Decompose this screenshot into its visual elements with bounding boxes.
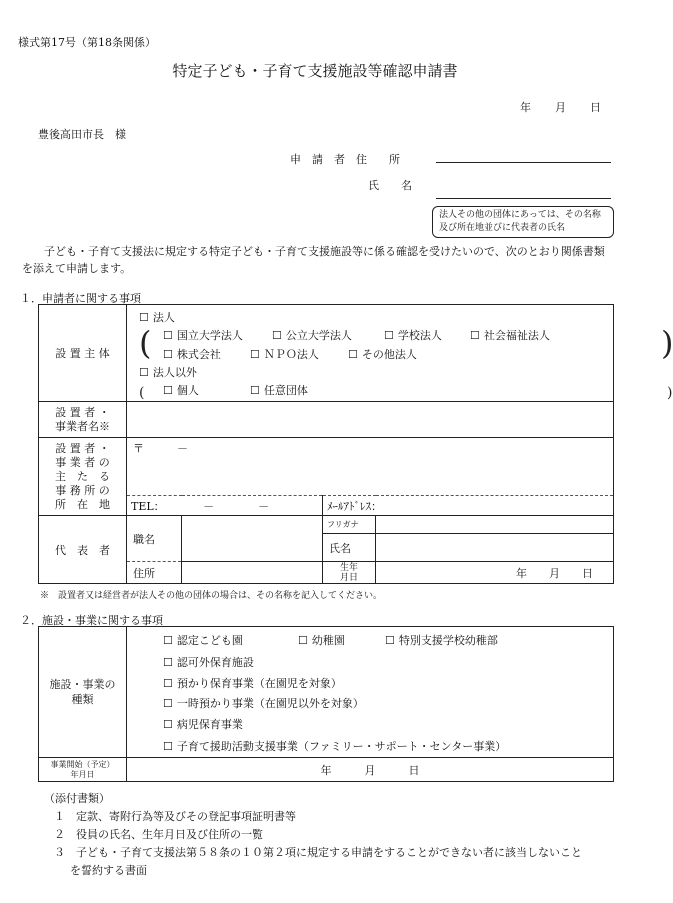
applicant-address-label: 申 請 者 住 所 (290, 153, 400, 166)
form-number: 様式第17号（第18条関係） (18, 36, 156, 49)
establisher-options: ☐ 法人 ( ) ☐ 国立大学法人 ☐ 公立大学法人 ☐ 学校法人 ☐ 社会福祉法人 ☐ 株式会社 ☐ ＮＰＯ法人 ☐ その他法人 ☐ 法人以外 ( ) ☐ 個人 ☐ 任意団体 (127, 305, 614, 402)
unlicensed-daycare-checkbox[interactable]: ☐ 認可外保育施設 (163, 654, 254, 670)
tel-field[interactable]: TEL： － － (127, 496, 323, 516)
section2-heading: ２．施設・事業に関する事項 (20, 614, 163, 627)
voluntary-group-checkbox[interactable]: ☐ 任意団体 (250, 382, 308, 398)
date-day: 日 (590, 101, 601, 114)
rep-address-label: 住所 (127, 562, 182, 584)
applicant-table (38, 304, 673, 584)
postal-mark: 〒 － (133, 442, 188, 455)
rep-birth-label: 生年 月日 (323, 562, 376, 584)
rep-position-label: 職名 (127, 516, 182, 562)
applicant-note-box (432, 206, 614, 238)
other-corp-checkbox[interactable]: ☐ その他法人 (348, 346, 417, 362)
footnote: ※ 設置者又は経営者が法人その他の団体の場合は、その名称を記入してください。 (40, 591, 383, 601)
rep-furigana-label: フリガナ (323, 516, 376, 534)
email-field[interactable]: ﾒｰﾙｱﾄﾞﾚｽ： (323, 496, 614, 516)
attachment-item-3-cont: を誓約する書面 (70, 864, 147, 877)
family-support-checkbox[interactable]: ☐ 子育て援助活動支援事業（ファミリー・サポート・センター事業） (163, 738, 506, 754)
applicant-name-field[interactable] (436, 198, 611, 199)
page-title: 特定子ども・子育て支援施設等確認申請書 (172, 62, 458, 80)
office-address-label: 設 置 者 ・ 事 業 者 の 主 た る 事 務 所 の 所 在 地 (39, 438, 127, 516)
facility-type-label: 施設・事業の 種類 (39, 627, 127, 758)
attachment-item-3: ３ 子ども・子育て支援法第５８条の１０第２項に規定する申請をすることができない者に該当しないこと (54, 846, 582, 859)
facility-type-options (127, 627, 614, 758)
rep-position-field[interactable] (182, 516, 323, 562)
rep-name-label: 氏名 (323, 534, 376, 562)
applicant-name-label: 氏 名 (368, 179, 412, 192)
attachment-item-2: ２ 役員の氏名、生年月日及び住所の一覧 (54, 828, 263, 841)
certified-ece-checkbox[interactable]: ☐ 認定こども園 (163, 632, 243, 648)
date-month: 月 (555, 101, 566, 114)
corp-checkbox[interactable]: ☐ 法人 (139, 309, 175, 325)
individual-checkbox[interactable]: ☐ 個人 (163, 382, 199, 398)
kindergarten-checkbox[interactable]: ☐ 幼稚園 (298, 632, 345, 648)
school-corp-checkbox[interactable]: ☐ 学校法人 (384, 327, 442, 343)
attachments-heading: （添付書類） (44, 792, 110, 805)
establisher-name-label: 設 置 者 ・ 事業者名※ (39, 402, 127, 438)
establisher-name-field[interactable] (127, 402, 614, 438)
npo-checkbox[interactable]: ☐ ＮＰＯ法人 (250, 346, 319, 362)
intro-text: 子ども・子育て支援法に規定する特定子ども・子育て支援施設等に係る確認を受けたいので、次のとおり関係書類を添えて申請します。 (22, 245, 605, 275)
date-year: 年 (520, 101, 531, 114)
non-corp-checkbox[interactable]: ☐ 法人以外 (139, 364, 197, 380)
special-school-kindergarten-checkbox[interactable]: ☐ 特別支援学校幼稚部 (385, 632, 498, 648)
applicant-note: 法人その他の団体にあっては、その名称及び所在地並びに代表者の氏名 (439, 210, 601, 233)
addressee: 豊後高田市長 様 (38, 128, 126, 141)
section1-heading: １．申請者に関する事項 (20, 292, 141, 305)
start-date-label: 事業開始（予定） 年月日 (39, 758, 127, 782)
attachment-item-1: １ 定款、寄附行為等及びその登記事項証明書等 (54, 810, 296, 823)
rep-furigana-field[interactable] (376, 516, 614, 534)
rep-name-field[interactable] (376, 534, 614, 562)
public-university-checkbox[interactable]: ☐ 公立大学法人 (272, 327, 352, 343)
start-date-field[interactable]: 年 月 日 (127, 758, 614, 782)
extended-care-checkbox[interactable]: ☐ 預かり保育事業（在園児を対象） (163, 675, 342, 691)
stock-company-checkbox[interactable]: ☐ 株式会社 (163, 346, 221, 362)
rep-birth-field[interactable]: 年 月 日 (376, 562, 614, 584)
national-university-checkbox[interactable]: ☐ 国立大学法人 (163, 327, 243, 343)
social-welfare-checkbox[interactable]: ☐ 社会福祉法人 (470, 327, 550, 343)
office-address-field[interactable] (127, 438, 614, 496)
establisher-label: 設 置 主 体 (39, 305, 127, 402)
temporary-care-checkbox[interactable]: ☐ 一時預かり事業（在園児以外を対象） (163, 695, 364, 711)
sick-child-care-checkbox[interactable]: ☐ 病児保育事業 (163, 716, 243, 732)
representative-label: 代 表 者 (39, 516, 127, 584)
rep-address-field[interactable] (182, 562, 323, 584)
facility-table (38, 626, 614, 782)
applicant-address-field[interactable] (436, 162, 611, 163)
